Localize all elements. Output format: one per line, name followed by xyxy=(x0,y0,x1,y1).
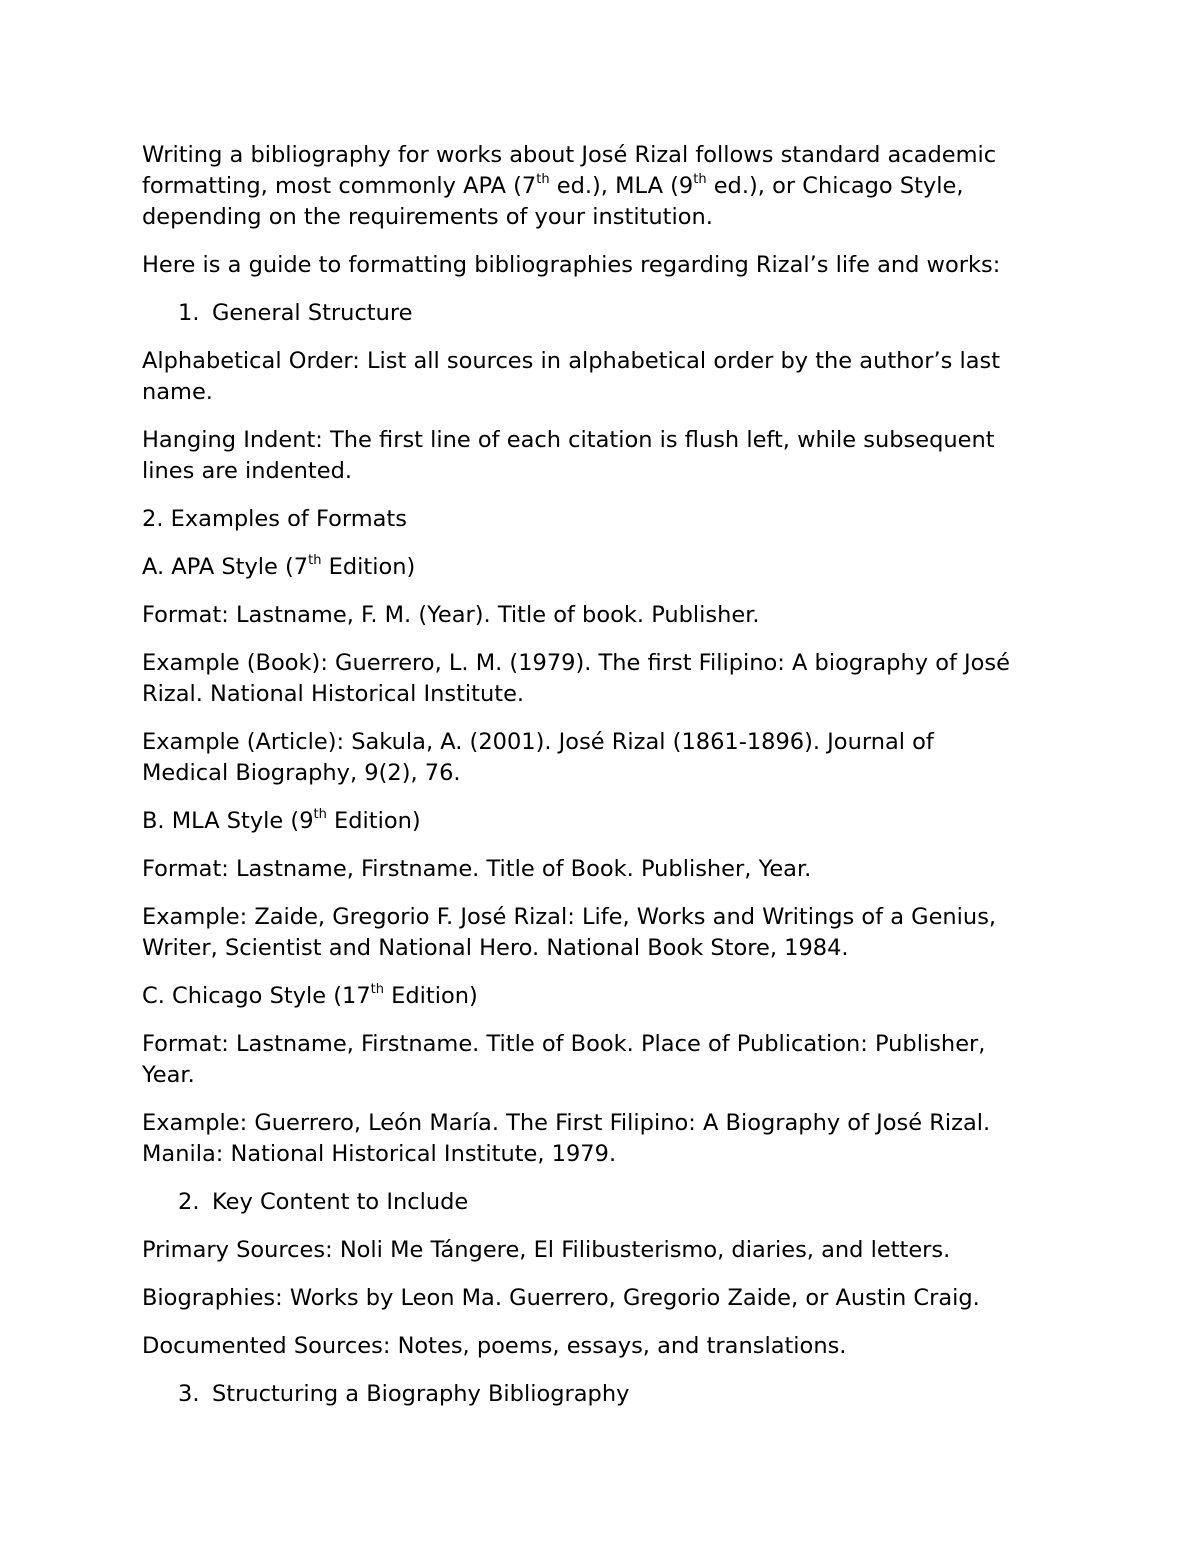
heading-text: A. APA Style (7 xyxy=(142,554,309,580)
intro-line-2a: formatting, most commonly APA (7 xyxy=(142,173,537,199)
mla-example-paragraph xyxy=(142,902,1057,964)
chicago-format-paragraph xyxy=(142,1029,1057,1091)
primary-sources-paragraph: Primary Sources: Noli Me Tángere, El Filibusterismo, diaries, and letters. xyxy=(142,1237,951,1263)
line: Writer, Scientist and National Hero. National Book Store, 1984. xyxy=(142,935,849,961)
heading-text: B. MLA Style (9 xyxy=(142,808,314,834)
list-item-label: Key Content to Include xyxy=(212,1189,469,1215)
line: Example: Zaide, Gregorio F. José Rizal: Life, Works and Writings of a Genius, xyxy=(142,904,997,930)
document-body xyxy=(142,140,1057,1427)
apa-book-example-paragraph xyxy=(142,648,1057,710)
superscript: th xyxy=(313,806,327,822)
apa-style-heading xyxy=(142,552,1057,583)
superscript: th xyxy=(693,171,707,187)
line: Medical Biography, 9(2), 76. xyxy=(142,760,461,786)
heading-text: Edition) xyxy=(326,808,421,834)
list-item-general-structure xyxy=(142,298,1057,329)
heading-text: C. Chicago Style (17 xyxy=(142,983,371,1009)
line: Example (Article): Sakula, A. (2001). José Rizal (1861-1896). Journal of xyxy=(142,729,934,755)
list-item-label: Structuring a Biography Bibliography xyxy=(212,1381,630,1407)
mla-style-heading xyxy=(142,806,1057,837)
line: lines are indented. xyxy=(142,458,353,484)
list-number: 3. xyxy=(178,1381,200,1407)
hanging-indent-paragraph xyxy=(142,425,1057,487)
biographies-paragraph: Biographies: Works by Leon Ma. Guerrero, Gregorio Zaide, or Austin Craig. xyxy=(142,1285,980,1311)
superscript: th xyxy=(536,171,550,187)
line: name. xyxy=(142,379,213,405)
intro-line-3: depending on the requirements of your institution. xyxy=(142,204,713,230)
mla-format-paragraph: Format: Lastname, Firstname. Title of Book. Publisher, Year. xyxy=(142,856,812,882)
line: Rizal. National Historical Institute. xyxy=(142,681,525,707)
line: Example: Guerrero, León María. The First Filipino: A Biography of José Rizal. xyxy=(142,1110,991,1136)
list-item-key-content xyxy=(142,1187,1057,1218)
intro-line-1: Writing a bibliography for works about José Rizal follows standard academic xyxy=(142,142,997,168)
superscript: th xyxy=(370,981,385,997)
apa-format-paragraph: Format: Lastname, F. M. (Year). Title of book. Publisher. xyxy=(142,602,760,628)
list-item-structuring xyxy=(142,1379,1057,1410)
superscript: th xyxy=(308,552,322,568)
intro-paragraph xyxy=(142,140,1057,233)
line: Alphabetical Order: List all sources in alphabetical order by the author’s last xyxy=(142,348,1001,374)
list-number: 2. xyxy=(178,1189,200,1215)
line: Example (Book): Guerrero, L. M. (1979). The first Filipino: A biography of José xyxy=(142,650,1010,676)
intro-line-2c: ed.), or Chicago Style, xyxy=(706,173,964,199)
apa-article-example-paragraph xyxy=(142,727,1057,789)
list-number: 1. xyxy=(178,300,200,326)
line: Hanging Indent: The first line of each citation is flush left, while subsequent xyxy=(142,427,995,453)
intro-line-2b: ed.), MLA (9 xyxy=(549,173,694,199)
line: Manila: National Historical Institute, 1979. xyxy=(142,1141,617,1167)
examples-of-formats-heading: 2. Examples of Formats xyxy=(142,506,407,532)
guide-intro-paragraph: Here is a guide to formatting bibliographies regarding Rizal’s life and works: xyxy=(142,252,1001,278)
list-item-label: General Structure xyxy=(212,300,413,326)
line: Format: Lastname, Firstname. Title of Book. Place of Publication: Publisher, xyxy=(142,1031,986,1057)
chicago-style-heading xyxy=(142,981,1057,1012)
documented-sources-paragraph: Documented Sources: Notes, poems, essays, and translations. xyxy=(142,1333,847,1359)
line: Year. xyxy=(142,1062,195,1088)
heading-text: Edition) xyxy=(384,983,478,1009)
chicago-example-paragraph xyxy=(142,1108,1057,1170)
alphabetical-order-paragraph xyxy=(142,346,1057,408)
heading-text: Edition) xyxy=(321,554,416,580)
